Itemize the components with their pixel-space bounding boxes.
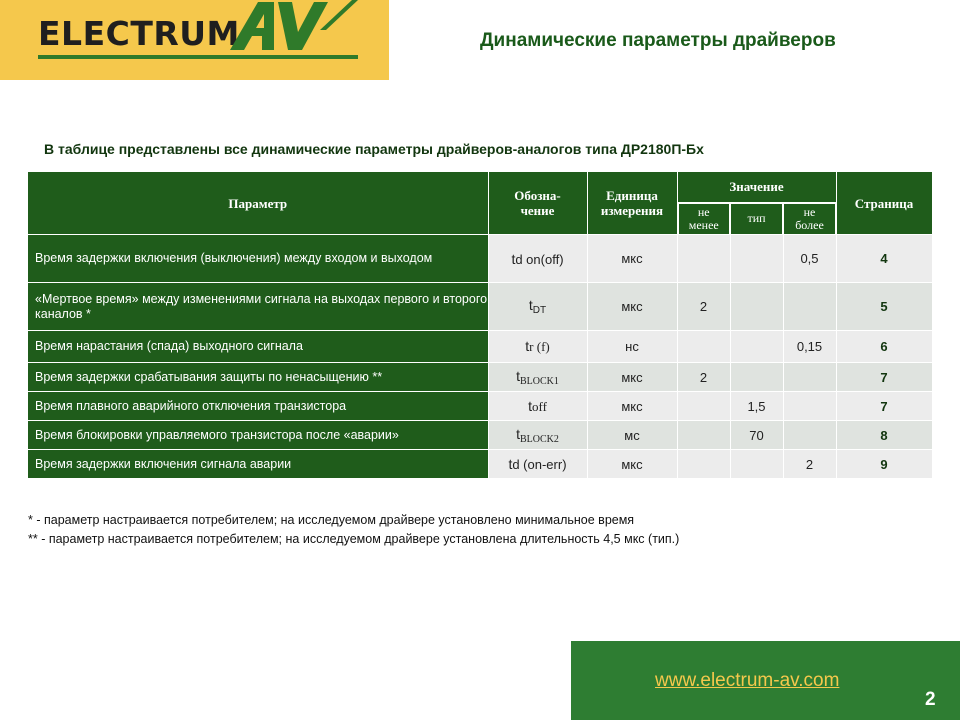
param-cell: Время задержки включения сигнала аварии [28, 450, 488, 479]
unit-cell: мс [587, 421, 677, 450]
intro-text: В таблице представлены все динамические параметры драйверов-аналогов типа ДР2180П-Бх [44, 141, 704, 157]
param-cell: Время задержки срабатывания защиты по ненасыщению ** [28, 363, 488, 392]
parameters-table [28, 172, 933, 479]
max-cell [783, 421, 836, 450]
max-cell [783, 363, 836, 392]
typ-cell: 1,5 [730, 392, 783, 421]
table-row [28, 450, 932, 479]
logo [0, 0, 389, 80]
min-cell [677, 421, 730, 450]
footnote-2: ** - параметр настраивается потребителем; на исследуемом драйвере установлена длительность 4,5 мкс (тип.) [28, 532, 680, 546]
page-cell: 6 [836, 331, 932, 363]
header-unit: Единица измерения [587, 172, 677, 235]
symbol-cell: tr (f) [488, 331, 587, 363]
typ-cell: 70 [730, 421, 783, 450]
page-cell: 9 [836, 450, 932, 479]
header-value: Значение [677, 172, 836, 202]
max-cell [783, 392, 836, 421]
page-title: Динамические параметры драйверов [480, 30, 836, 51]
logo-av-mark-icon [222, 0, 362, 60]
header-typ: тип [730, 202, 783, 235]
unit-cell: мкс [587, 363, 677, 392]
typ-cell [730, 450, 783, 479]
table-row [28, 331, 932, 363]
typ-cell [730, 283, 783, 331]
logo-text: ELECTRUM [38, 14, 240, 53]
table-row [28, 283, 932, 331]
website-link[interactable]: www.electrum-av.com [655, 670, 840, 691]
min-cell [677, 235, 730, 283]
min-cell: 2 [677, 283, 730, 331]
symbol-cell: td (on-err) [488, 450, 587, 479]
header-page: Страница [836, 172, 932, 235]
min-cell [677, 392, 730, 421]
slide-number: 2 [925, 689, 936, 710]
max-cell: 0,5 [783, 235, 836, 283]
header-max: не более [783, 202, 836, 235]
typ-cell [730, 235, 783, 283]
min-cell [677, 331, 730, 363]
header-min: не менее [677, 202, 730, 235]
unit-cell: нс [587, 331, 677, 363]
page-cell: 7 [836, 363, 932, 392]
logo-underline [38, 55, 358, 59]
page-cell: 8 [836, 421, 932, 450]
symbol-cell: $t_{BLOCK2}$ [488, 421, 587, 450]
symbol-cell: toff [488, 392, 587, 421]
page-cell: 4 [836, 235, 932, 283]
param-cell: Время блокировки управляемого транзистора после «аварии» [28, 421, 488, 450]
param-cell: Время нарастания (спада) выходного сигнала [28, 331, 488, 363]
typ-cell [730, 363, 783, 392]
header-param: Параметр [28, 172, 488, 235]
min-cell [677, 450, 730, 479]
typ-cell [730, 331, 783, 363]
symbol-cell: $t_{BLOCK1}$ [488, 363, 587, 392]
max-cell: 2 [783, 450, 836, 479]
table-row [28, 235, 932, 283]
unit-cell: мкс [587, 392, 677, 421]
footnote-1: * - параметр настраивается потребителем; на исследуемом драйвере установлено минимальное время [28, 513, 635, 527]
param-cell: «Мертвое время» между изменениями сигнала на выходах первого и второго каналов * [28, 283, 488, 331]
unit-cell: мкс [587, 235, 677, 283]
table-row [28, 392, 932, 421]
footer [571, 641, 960, 720]
symbol-cell: td on(off) [488, 235, 587, 283]
table-row [28, 363, 932, 392]
page-cell: 7 [836, 392, 932, 421]
header-symbol: Обозна- чение [488, 172, 587, 235]
unit-cell: мкс [587, 450, 677, 479]
table-row [28, 421, 932, 450]
param-cell: Время задержки включения (выключения) между входом и выходом [28, 235, 488, 283]
page-cell: 5 [836, 283, 932, 331]
max-cell [783, 283, 836, 331]
max-cell: 0,15 [783, 331, 836, 363]
unit-cell: мкс [587, 283, 677, 331]
symbol-cell: $t_{DT}$ [488, 283, 587, 331]
param-cell: Время плавного аварийного отключения транзистора [28, 392, 488, 421]
min-cell: 2 [677, 363, 730, 392]
